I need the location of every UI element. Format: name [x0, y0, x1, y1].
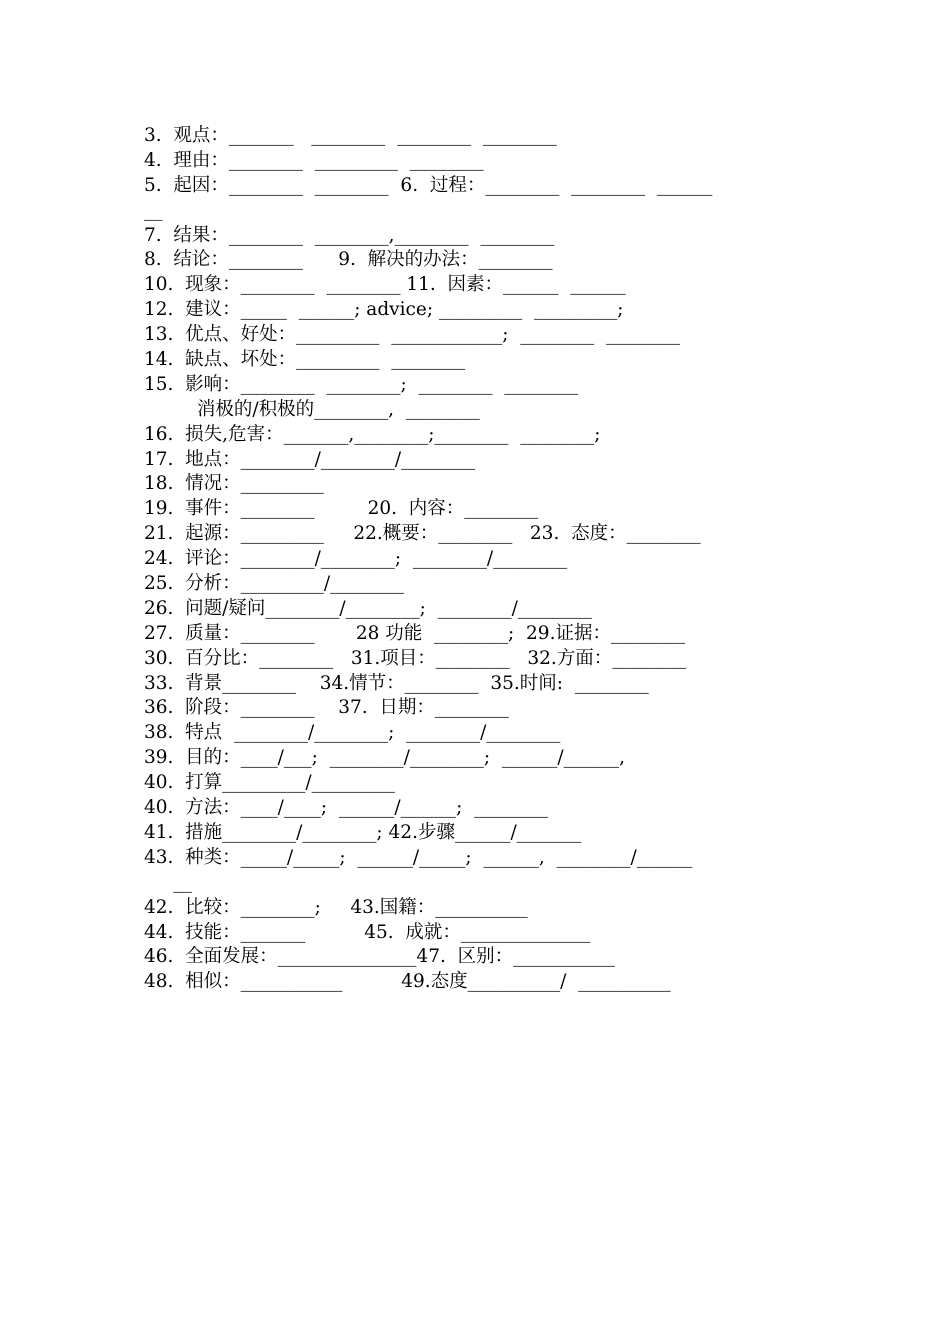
worksheet-line: 10. 现象：________ ________ 11. 因素：______ ______ [144, 274, 626, 296]
worksheet-line: 消极的/积极的________, ________ [144, 398, 480, 420]
worksheet-line: 27. 质量：________ 28 功能 ________; 29.证据：________ [144, 622, 685, 644]
worksheet-line: 18. 情况：_________ [144, 473, 324, 495]
worksheet-line: 43. 种类：_____/_____; ______/_____; ______, ________/______ [144, 846, 693, 868]
worksheet-line: 46. 全面发展：_______________47. 区别：___________ [144, 946, 615, 968]
worksheet-line: __ [144, 199, 163, 221]
worksheet-line: 21. 起源：_________ 22.概要：________ 23. 态度：________ [144, 523, 701, 545]
worksheet-line: 48. 相似：___________ 49.态度__________/ __________ [144, 971, 671, 993]
worksheet-line: 19. 事件：________ 20. 内容：________ [144, 498, 539, 520]
worksheet-line: 24. 评论：________/________; ________/________ [144, 548, 568, 570]
worksheet-line: 42. 比较：________; 43.国籍：__________ [144, 896, 528, 918]
worksheet-line: 3. 观点：_______ ________ ________ ________ [144, 125, 557, 146]
worksheet-line: 14. 缺点、坏处：_________ ________ [144, 349, 466, 371]
worksheet-document [144, 124, 810, 995]
worksheet-line: 40. 方法：____/____; ______/______; ________ [144, 797, 549, 819]
worksheet-line: 40. 打算_________/_________ [144, 772, 395, 794]
worksheet-line: 36. 阶段：________ 37. 日期：________ [144, 697, 509, 719]
worksheet-line: __ [144, 871, 192, 893]
worksheet-line: 7. 结果：________ ________,________ ________ [144, 224, 555, 246]
worksheet-line: 17. 地点：________/________/________ [144, 448, 476, 470]
worksheet-line: 44. 技能：_______ 45. 成就：______________ [144, 921, 591, 943]
worksheet-line: 16. 损失,危害：_______,________;________ ________; [144, 423, 601, 445]
worksheet-line: 41. 措施________/________; 42.步骤______/_______ [144, 821, 582, 843]
worksheet-line: 4. 理由：________ _________ ________ [144, 149, 484, 171]
worksheet-line: 25. 分析：_________/________ [144, 573, 405, 595]
worksheet-line: 30. 百分比：________ 31.项目：________ 32.方面：________ [144, 647, 687, 669]
worksheet-line: 39. 目的：____/___; ________/________; ______/______, [144, 747, 626, 769]
worksheet-line: 15. 影响：________ ________; ________ ________ [144, 373, 579, 395]
worksheet-line: 13. 优点、好处：_________ ____________; ________ ________ [144, 324, 680, 346]
worksheet-line: 12. 建议：_____ ______; advice; _________ _________; [144, 299, 624, 321]
worksheet-line: 5. 起因：________ ________ 6. 过程：________ ________ ______ [144, 174, 713, 196]
worksheet-line: 33. 背景________ 34.情节：________ 35.时间: ________ [144, 672, 649, 694]
worksheet-line: 26. 问题/疑问________/________; ________/________ [144, 597, 592, 619]
worksheet-line: 8. 结论：________ 9. 解决的办法：________ [144, 249, 553, 271]
worksheet-line: 38. 特点 ________/________; ________/________ [144, 722, 561, 744]
